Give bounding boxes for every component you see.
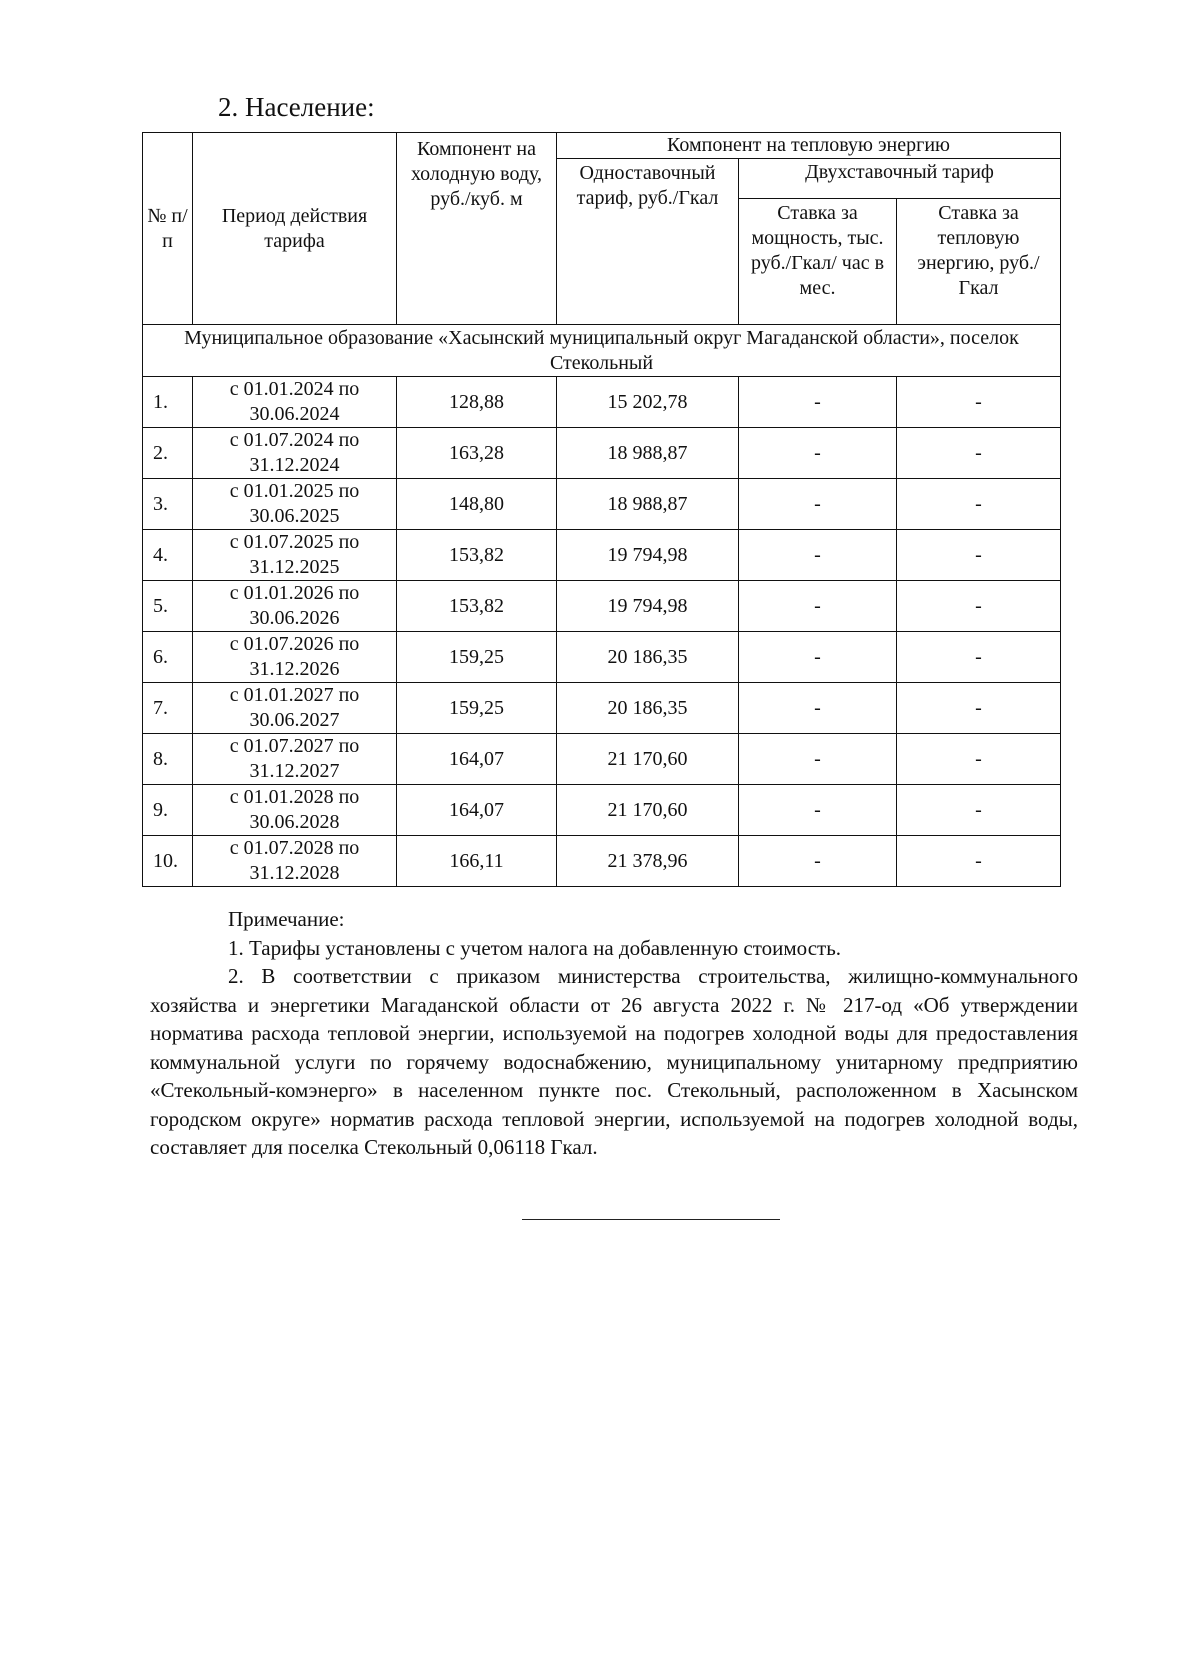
- cell-cold-water: 128,88: [397, 377, 557, 428]
- cell-single-rate: 18 988,87: [557, 479, 739, 530]
- header-energy-rate: Ставка за тепловую энергию, руб./Гкал: [897, 199, 1061, 325]
- cell-capacity-rate: -: [739, 530, 897, 581]
- cell-capacity-rate: -: [739, 785, 897, 836]
- cell-no: 3.: [143, 479, 193, 530]
- cell-cold-water: 159,25: [397, 683, 557, 734]
- cell-energy-rate: -: [897, 377, 1061, 428]
- note-heading: Примечание:: [228, 907, 345, 931]
- header-two-rate: Двухставочный тариф: [739, 159, 1061, 199]
- table-row: [143, 530, 1061, 581]
- cell-capacity-rate: -: [739, 683, 897, 734]
- cell-cold-water: 148,80: [397, 479, 557, 530]
- table-row: [143, 632, 1061, 683]
- header-single-rate: Одноставочный тариф, руб./Гкал: [557, 159, 739, 325]
- cell-single-rate: 19 794,98: [557, 530, 739, 581]
- cell-capacity-rate: -: [739, 479, 897, 530]
- cell-energy-rate: -: [897, 785, 1061, 836]
- cell-cold-water: 163,28: [397, 428, 557, 479]
- cell-period: с 01.07.2026 по 31.12.2026: [193, 632, 397, 683]
- closing-divider: [522, 1219, 780, 1220]
- cell-single-rate: 21 170,60: [557, 734, 739, 785]
- cell-capacity-rate: -: [739, 377, 897, 428]
- cell-cold-water: 159,25: [397, 632, 557, 683]
- cell-single-rate: 20 186,35: [557, 632, 739, 683]
- section-title: 2. Население:: [218, 92, 375, 122]
- cell-cold-water: 164,07: [397, 734, 557, 785]
- table-row: [143, 479, 1061, 530]
- cell-no: 9.: [143, 785, 193, 836]
- cell-period: с 01.01.2027 по 30.06.2027: [193, 683, 397, 734]
- cell-capacity-rate: -: [739, 836, 897, 887]
- cell-energy-rate: -: [897, 683, 1061, 734]
- cell-no: 5.: [143, 581, 193, 632]
- table-row: [143, 836, 1061, 887]
- table-row: [143, 428, 1061, 479]
- cell-cold-water: 166,11: [397, 836, 557, 887]
- cell-period: с 01.07.2024 по 31.12.2024: [193, 428, 397, 479]
- note-block: [150, 905, 1078, 1162]
- table-row: [143, 734, 1061, 785]
- cell-single-rate: 15 202,78: [557, 377, 739, 428]
- cell-no: 8.: [143, 734, 193, 785]
- cell-energy-rate: -: [897, 734, 1061, 785]
- cell-cold-water: 164,07: [397, 785, 557, 836]
- cell-capacity-rate: -: [739, 581, 897, 632]
- municipality-row: Муниципальное образование «Хасынский муниципальный округ Магаданской области», поселок Стекольный: [143, 325, 1061, 377]
- cell-single-rate: 20 186,35: [557, 683, 739, 734]
- tariff-table: [142, 132, 1061, 887]
- cell-no: 7.: [143, 683, 193, 734]
- cell-single-rate: 21 170,60: [557, 785, 739, 836]
- cell-single-rate: 19 794,98: [557, 581, 739, 632]
- cell-cold-water: 153,82: [397, 581, 557, 632]
- cell-period: с 01.07.2025 по 31.12.2025: [193, 530, 397, 581]
- cell-single-rate: 21 378,96: [557, 836, 739, 887]
- cell-cold-water: 153,82: [397, 530, 557, 581]
- header-capacity-rate: Ставка за мощность, тыс. руб./Гкал/ час в мес.: [739, 199, 897, 325]
- table-row: [143, 377, 1061, 428]
- cell-period: с 01.07.2028 по 31.12.2028: [193, 836, 397, 887]
- table-row: [143, 683, 1061, 734]
- note-item-1: 1. Тарифы установлены с учетом налога на добавленную стоимость.: [228, 935, 842, 960]
- cell-period: с 01.01.2026 по 30.06.2026: [193, 581, 397, 632]
- cell-single-rate: 18 988,87: [557, 428, 739, 479]
- cell-capacity-rate: -: [739, 734, 897, 785]
- cell-no: 4.: [143, 530, 193, 581]
- cell-energy-rate: -: [897, 428, 1061, 479]
- cell-no: 2.: [143, 428, 193, 479]
- cell-energy-rate: -: [897, 836, 1061, 887]
- note-item-2: 2. В соответствии с приказом министерства строительства, жилищно-коммунального хозяйства и энергетики Магаданской области от 26 августа 2022 г. № 217-од «Об утверждении норматива расхода тепловой энергии, используемой на подогрев холодной воды для предоставления коммунальной услуги по горячему водоснабжению, муниципальному унитарному предприятию «Стекольный-комэнерго» в населенном пункте пос. Стекольный, расположенном в Хасынском городском округе» норматив расхода тепловой энергии, используемой на подогрев холодной воды, составляет для поселка Стекольный 0,06118 Гкал.: [150, 964, 1078, 1159]
- cell-period: с 01.01.2024 по 30.06.2024: [193, 377, 397, 428]
- cell-capacity-rate: -: [739, 632, 897, 683]
- cell-no: 1.: [143, 377, 193, 428]
- cell-no: 10.: [143, 836, 193, 887]
- header-period: Период действия тарифа: [193, 133, 397, 325]
- header-cold-water: Компонент на холодную воду, руб./куб. м: [397, 133, 557, 325]
- cell-period: с 01.01.2028 по 30.06.2028: [193, 785, 397, 836]
- cell-period: с 01.01.2025 по 30.06.2025: [193, 479, 397, 530]
- table-row: [143, 581, 1061, 632]
- cell-capacity-rate: -: [739, 428, 897, 479]
- cell-period: с 01.07.2027 по 31.12.2027: [193, 734, 397, 785]
- table-row: [143, 785, 1061, 836]
- cell-energy-rate: -: [897, 479, 1061, 530]
- cell-energy-rate: -: [897, 632, 1061, 683]
- cell-no: 6.: [143, 632, 193, 683]
- cell-energy-rate: -: [897, 581, 1061, 632]
- header-heat-group: Компонент на тепловую энергию: [557, 133, 1061, 159]
- header-no: № п/п: [143, 133, 193, 325]
- cell-energy-rate: -: [897, 530, 1061, 581]
